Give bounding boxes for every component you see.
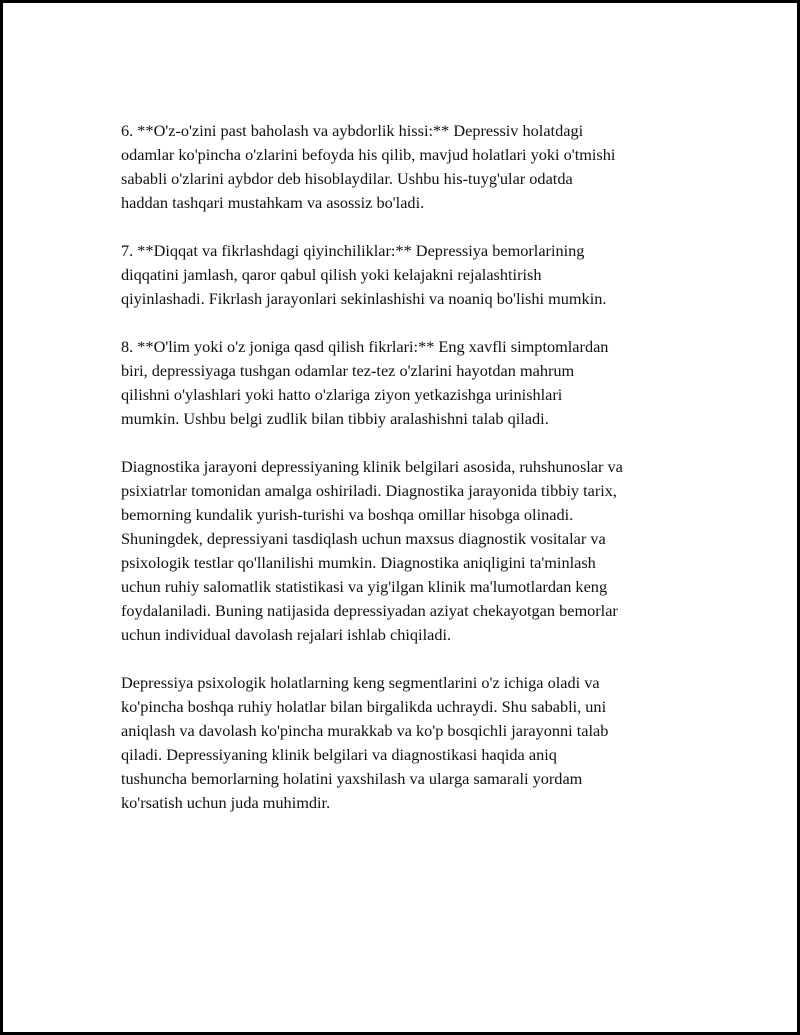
document-body (121, 119, 701, 839)
text-line: qilishni o'ylashlari yoki hatto o'zlariga ziyon yetkazishga urinishlari (121, 385, 563, 404)
text-line: bemorning kundalik yurish-turishi va boshqa omillar hisobga olinadi. (121, 505, 574, 524)
text-line: tushuncha bemorlarning holatini yaxshilash va ularga samarali yordam (121, 769, 583, 788)
text-line: Depressiya psixologik holatlarning keng segmentlarini o'z ichiga oladi va (121, 673, 600, 692)
text-line: qiyinlashadi. Fikrlash jarayonlari sekinlashishi va noaniq bo'lishi mumkin. (121, 289, 607, 308)
text-line: qiladi. Depressiyaning klinik belgilari va diagnostikasi haqida aniq (121, 745, 557, 764)
text-line: sababli o'zlarini aybdor deb hisoblaydilar. Ushbu his-tuyg'ular odatda (121, 169, 573, 188)
paragraph-diagnostics (121, 455, 701, 647)
text-line: uchun individual davolash rejalari ishlab chiqiladi. (121, 625, 452, 644)
paragraph-concentration (121, 239, 701, 311)
text-line: uchun ruhiy salomatlik statistikasi va yig'ilgan klinik ma'lumotlardan keng (121, 577, 608, 596)
text-line: psixiatrlar tomonidan amalga oshiriladi. Diagnostika jarayonida tibbiy tarix, (121, 481, 618, 500)
text-line: ko'rsatish uchun juda muhimdir. (121, 793, 331, 812)
text-line: Diagnostika jarayoni depressiyaning klinik belgilari asosida, ruhshunoslar va (121, 457, 623, 476)
text-line: ko'pincha boshqa ruhiy holatlar bilan birgalikda uchraydi. Shu sababli, uni (121, 697, 607, 716)
text-line: odamlar ko'pincha o'zlarini befoyda his qilib, mavjud holatlari yoki o'tmishi (121, 145, 616, 164)
text-line: diqqatini jamlash, qaror qabul qilish yoki kelajakni rejalashtirish (121, 265, 542, 284)
paragraph-self-esteem (121, 119, 701, 215)
paragraph-suicidal-thoughts (121, 335, 701, 431)
text-line: mumkin. Ushbu belgi zudlik bilan tibbiy aralashishni talab qiladi. (121, 409, 549, 428)
text-line: 8. **O'lim yoki o'z joniga qasd qilish fikrlari:** Eng xavfli simptomlardan (121, 337, 609, 356)
text-line: haddan tashqari mustahkam va asossiz bo'ladi. (121, 193, 425, 212)
text-line: 7. **Diqqat va fikrlashdagi qiyinchiliklar:** Depressiya bemorlarining (121, 241, 585, 260)
text-line: Shuningdek, depressiyani tasdiqlash uchun maxsus diagnostik vositalar va (121, 529, 606, 548)
text-line: biri, depressiyaga tushgan odamlar tez-tez o'zlarini hayotdan mahrum (121, 361, 575, 380)
text-line: psixologik testlar qo'llanilishi mumkin. Diagnostika aniqligini ta'minlash (121, 553, 596, 572)
text-line: foydalaniladi. Buning natijasida depressiyadan aziyat chekayotgan bemorlar (121, 601, 618, 620)
text-line: aniqlash va davolash ko'pincha murakkab va ko'p bosqichli jarayonni talab (121, 721, 609, 740)
text-line: 6. **O'z-o'zini past baholash va aybdorlik hissi:** Depressiv holatdagi (121, 121, 584, 140)
paragraph-conclusion (121, 671, 701, 815)
